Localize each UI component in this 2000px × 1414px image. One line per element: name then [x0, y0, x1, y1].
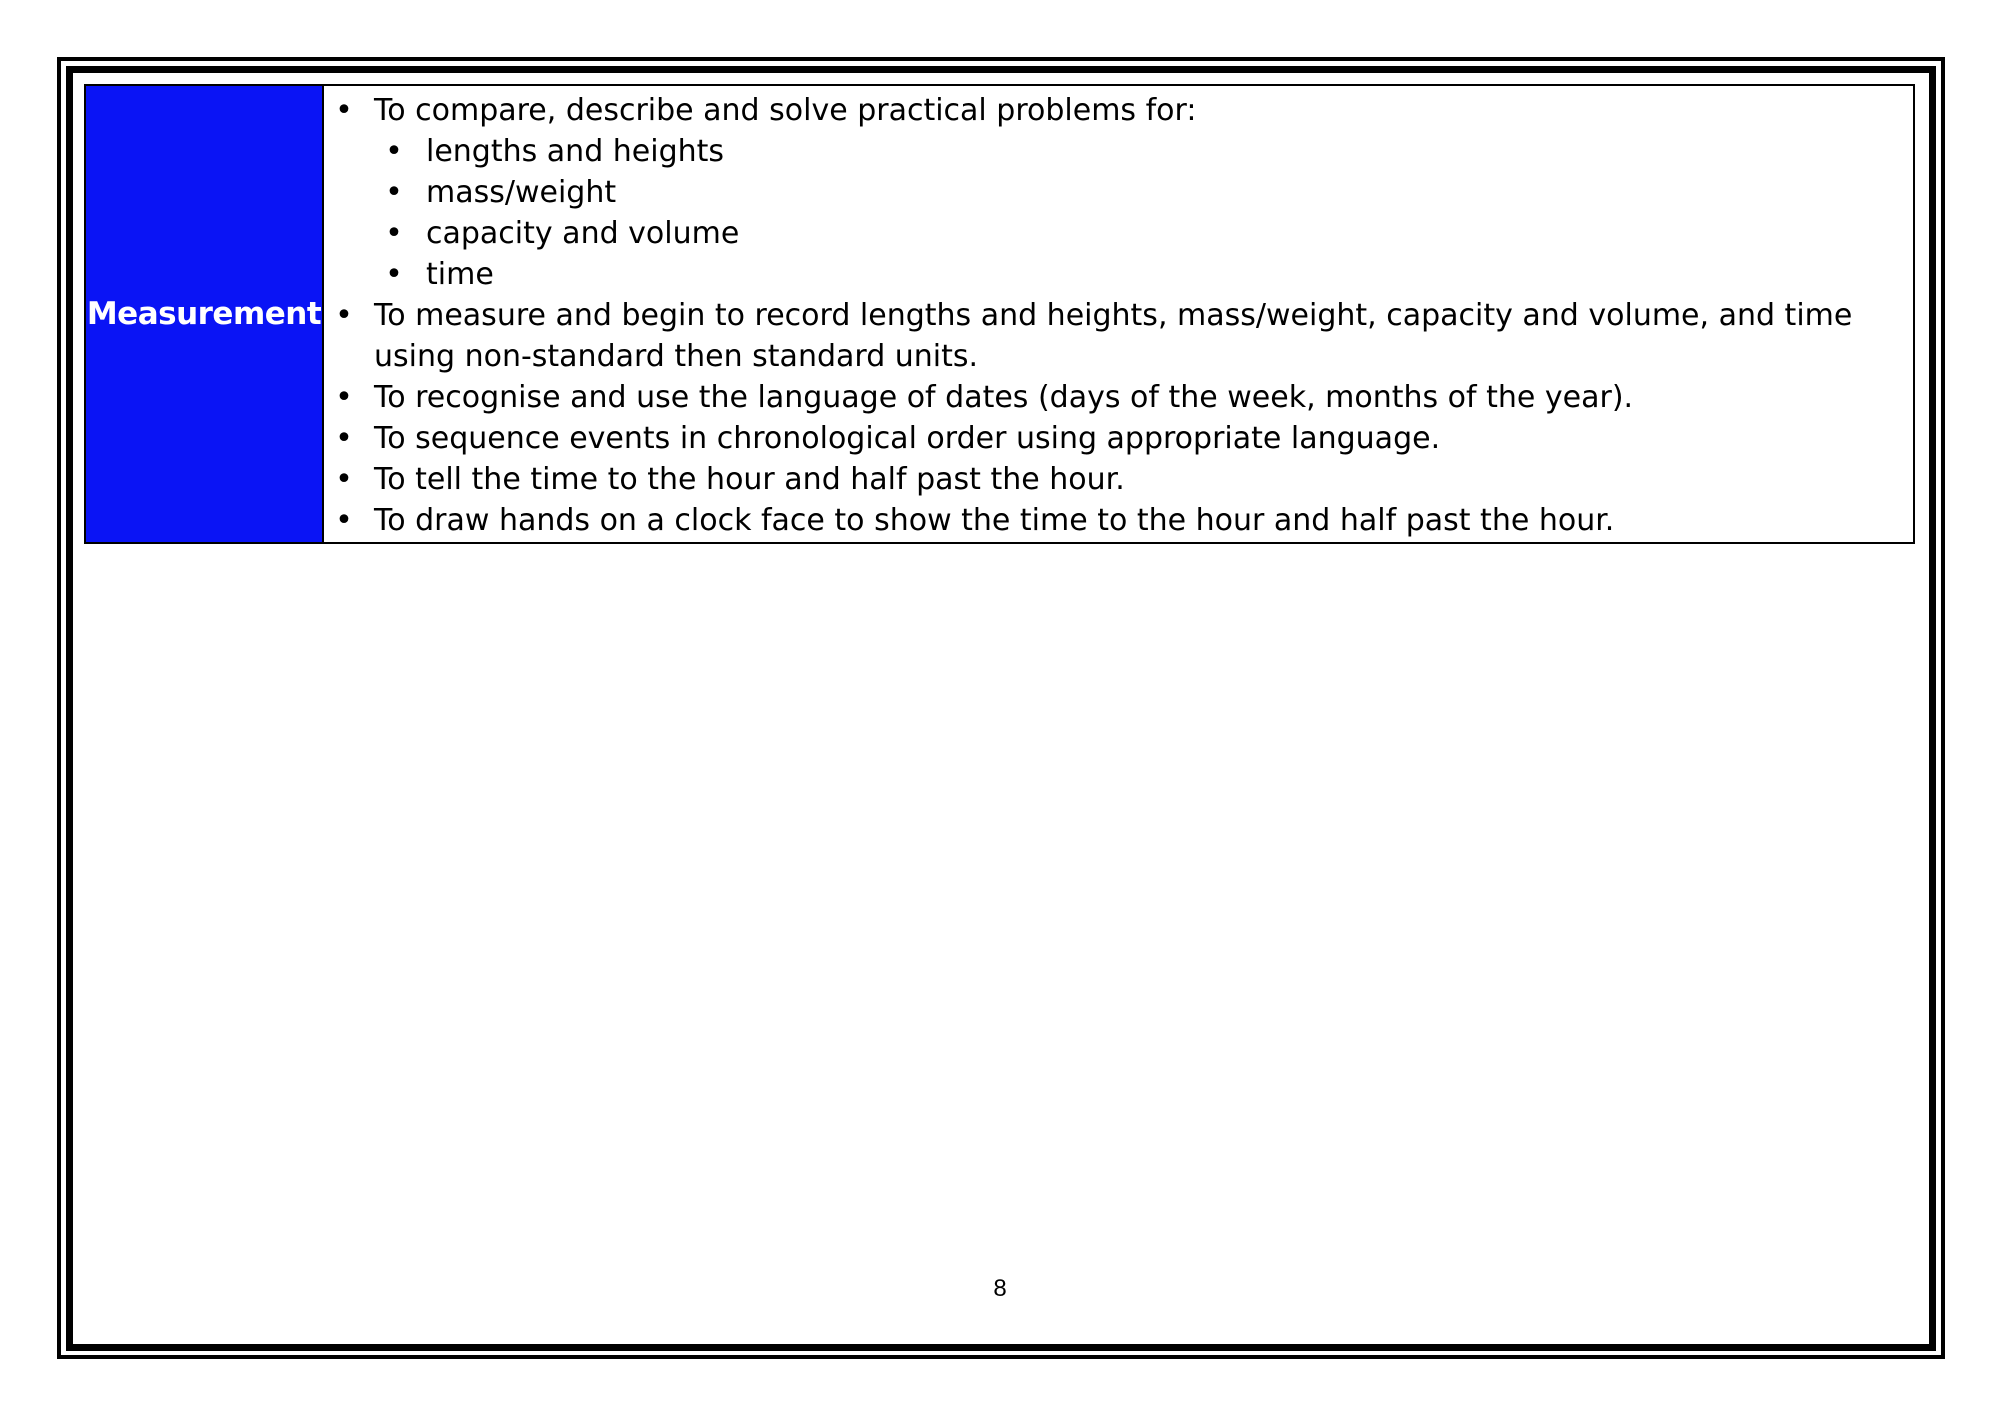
- objective-text: To measure and begin to record lengths and heights, mass/weight, capacity and volume, and time using non-standard then standard units.: [374, 298, 1853, 374]
- bullet-icon: •: [335, 380, 353, 415]
- objective-item: [324, 500, 1903, 541]
- objective-text: To draw hands on a clock face to show the time to the hour and half past the hour.: [374, 503, 1615, 538]
- bullet-icon: •: [385, 257, 403, 292]
- objectives-list: [324, 90, 1903, 541]
- bullet-icon: •: [335, 421, 353, 456]
- sub-objective-text: time: [426, 257, 494, 292]
- objective-item: [324, 295, 1903, 377]
- objective-item: [324, 377, 1903, 418]
- bullet-icon: •: [335, 93, 353, 128]
- area-label: Measurement: [86, 296, 322, 332]
- bullet-icon: •: [385, 175, 403, 210]
- sub-objective-text: mass/weight: [426, 175, 617, 210]
- objective-text: To compare, describe and solve practical problems for:: [374, 93, 1197, 128]
- sub-objective-item: [374, 131, 1903, 172]
- sub-objective-text: lengths and heights: [426, 134, 725, 169]
- bullet-icon: •: [335, 298, 353, 333]
- sub-objective-item: [374, 213, 1903, 254]
- table-row: [85, 85, 1914, 543]
- sub-objective-item: [374, 254, 1903, 295]
- sub-objectives-list: [374, 131, 1903, 295]
- bullet-icon: •: [335, 462, 353, 497]
- objective-text: To tell the time to the hour and half past the hour.: [374, 462, 1125, 497]
- objective-text: To recognise and use the language of dates (days of the week, months of the year).: [374, 380, 1634, 415]
- sub-objective-text: capacity and volume: [426, 216, 740, 251]
- bullet-icon: •: [385, 134, 403, 169]
- objective-item: [324, 459, 1903, 500]
- objective-item: [324, 90, 1903, 295]
- bullet-icon: •: [385, 216, 403, 251]
- area-label-cell: [85, 85, 323, 543]
- page-number: 8: [993, 1275, 1007, 1302]
- objective-text: To sequence events in chronological order using appropriate language.: [374, 421, 1441, 456]
- curriculum-table: [84, 84, 1915, 544]
- objectives-cell: [323, 85, 1914, 543]
- sub-objective-item: [374, 172, 1903, 213]
- bullet-icon: •: [335, 503, 353, 538]
- objective-item: [324, 418, 1903, 459]
